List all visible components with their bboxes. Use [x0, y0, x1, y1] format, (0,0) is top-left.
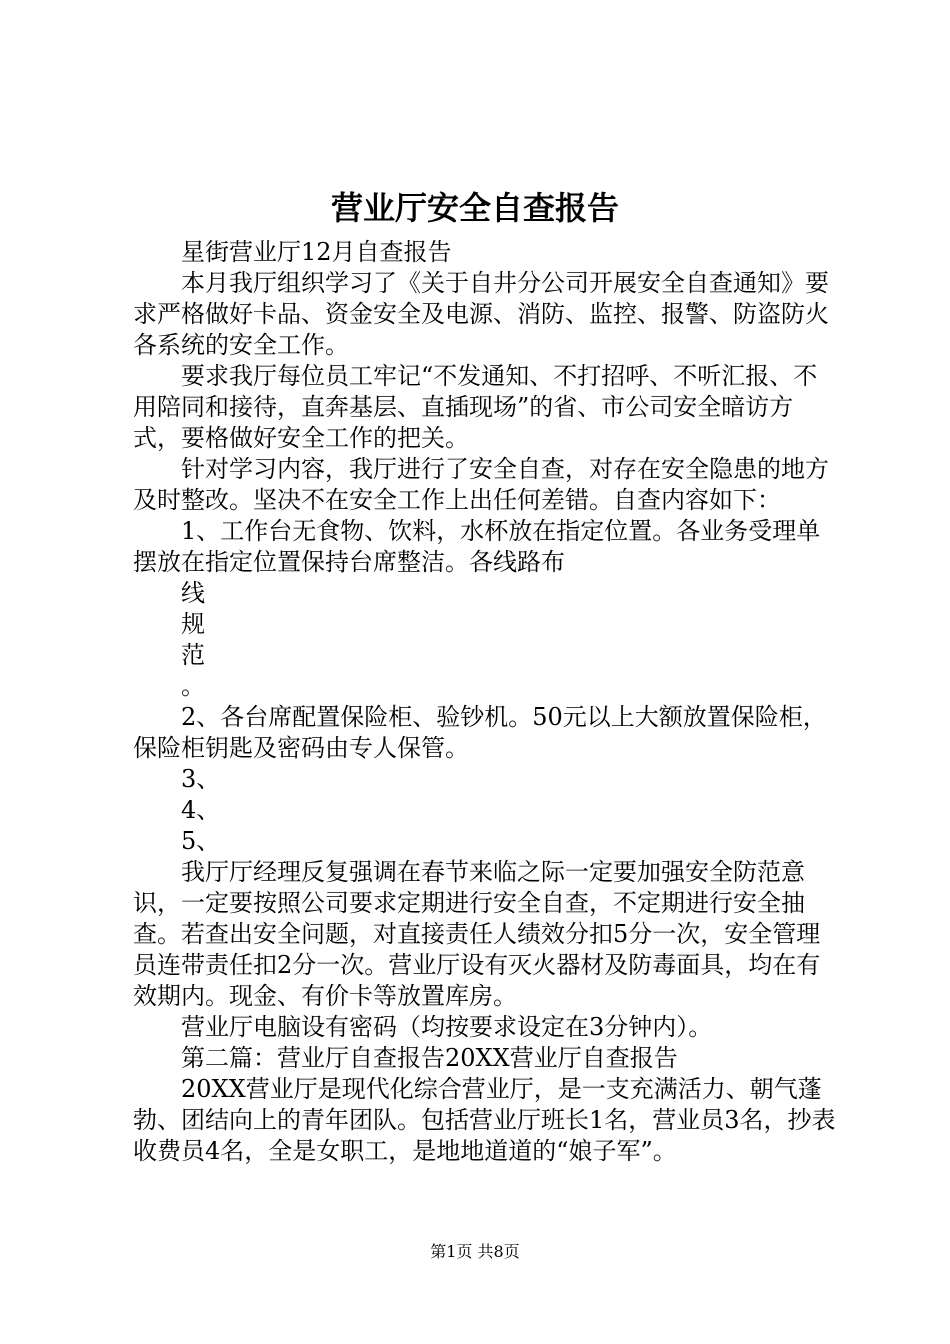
paragraph: 星街营业厅12月自查报告: [181, 238, 452, 266]
document-title: 营业厅安全自查报告: [330, 189, 619, 227]
paragraph: 我厅厅经理反复强调在春节来临之际一定要加强安全防范意识，一定要按照公司要求定期进行安全自查，不定期进行安全抽查。若查出安全问题，对直接责任人绩效分扣5分一次，安全管理员连带责任扣2分一次。营业厅设有灭火器材及防毒面具，均在有效期内。现金、有价卡等放置库房。: [133, 858, 821, 1010]
paragraph: 本月我厅组织学习了《关于自井分公司开展安全自查通知》要求严格做好卡品、资金安全及电源、消防、监控、报警、防盗防火各系统的安全工作。: [133, 269, 829, 359]
paragraph: 1、工作台无食物、饮料，水杯放在指定位置。各业务受理单摆放在指定位置保持台席整洁。各线路布: [133, 517, 821, 576]
paragraph: 针对学习内容，我厅进行了安全自查，对存在安全隐患的地方及时整改。坚决不在安全工作上出任何差错。自查内容如下：: [133, 455, 829, 514]
paragraph: 营业厅电脑设有密码（均按要求设定在3分钟内）。: [181, 1013, 713, 1041]
page-footer: 第1页 共8页: [430, 1242, 520, 1261]
paragraph: 3、: [181, 765, 221, 793]
paragraph: 范: [181, 641, 205, 669]
paragraph: 20XX营业厅是现代化综合营业厅，是一支充满活力、朝气蓬勃、团结向上的青年团队。包括营业厅班长1名，营业员3名，抄表收费员4名，全是女职工，是地地道道的“娘子军”。: [133, 1075, 836, 1165]
document-body: [133, 237, 838, 1167]
paragraph: 4、: [181, 796, 221, 824]
paragraph: 规: [181, 610, 205, 638]
paragraph: 5、: [181, 827, 221, 855]
paragraph: 2、各台席配置保险柜、验钞机。50元以上大额放置保险柜，保险柜钥匙及密码由专人保管。: [133, 703, 827, 762]
paragraph: 。: [181, 672, 205, 700]
paragraph: 线: [181, 579, 205, 607]
paragraph: 第二篇：营业厅自查报告20XX营业厅自查报告: [181, 1044, 678, 1072]
paragraph: 要求我厅每位员工牢记“不发通知、不打招呼、不听汇报、不用陪同和接待，直奔基层、直插现场”的省、市公司安全暗访方式，要格做好安全工作的把关。: [133, 362, 818, 452]
